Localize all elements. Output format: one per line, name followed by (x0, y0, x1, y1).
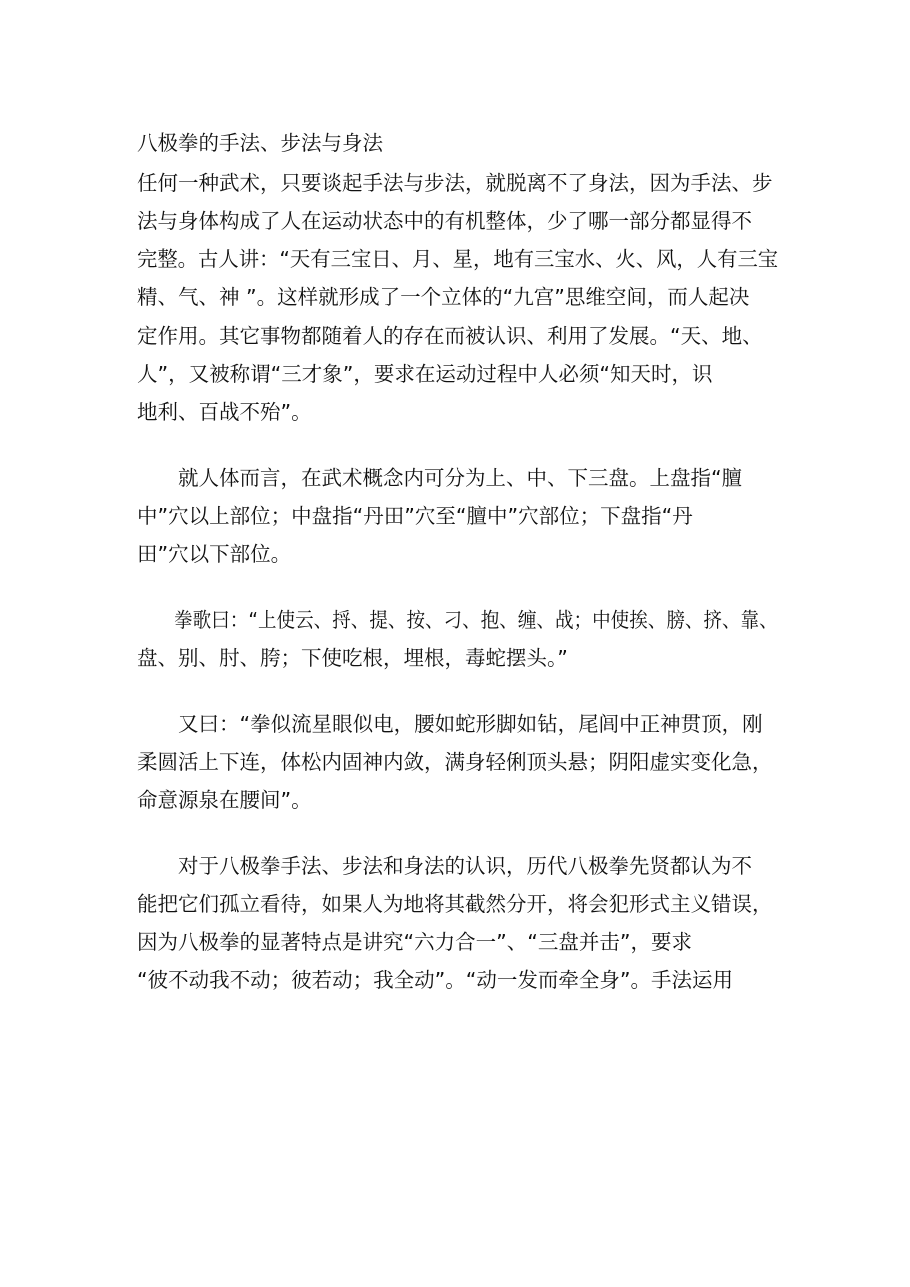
paragraph-line: 因为八极拳的显著特点是讲究“六力合一”、“三盘并击”，要求 (137, 930, 692, 954)
paragraph-line: 命意源泉在腰间”。 (137, 788, 312, 812)
paragraph-line: 任何一种武术，只要谈起手法与步法，就脱离不了身法，因为手法、步 (137, 171, 773, 195)
paragraph-line: 又曰：“拳似流星眼似电，腰如蛇形脚如钻，尾闾中正神贯顶，刚 (137, 712, 763, 736)
paragraph-line: 精、气、神 ”。这样就形成了一个立体的“九宫”思维空间，而人起决 (137, 285, 750, 309)
paragraph-line: 就人体而言，在武术概念内可分为上、中、下三盘。上盘指“膻 (137, 466, 743, 490)
paragraph-line: 法与身体构成了人在运动状态中的有机整体，少了哪一部分都显得不 (137, 209, 752, 233)
paragraph-line: 柔圆活上下连，体松内固神内敛，满身轻俐顶头悬；阴阳虚实变化急， (137, 750, 773, 774)
paragraph-line: 盘、别、肘、胯；下使吃根，埋根，毒蛇摆头。” (137, 646, 568, 670)
paragraph-line: 中”穴以上部位；中盘指“丹田”穴至“膻中”穴部位；下盘指“丹 (137, 504, 693, 528)
paragraph-line: 定作用。其它事物都随着人的存在而被认识、利用了发展。“天、地、 (137, 324, 763, 348)
paragraph-line: “彼不动我不动；彼若动；我全动”。“动一发而牵全身”。手法运用 (137, 968, 733, 992)
paragraph-line: 完整。古人讲：“天有三宝日、月、星，地有三宝水、火、风，人有三宝 (137, 247, 779, 271)
document-title: 八极拳的手法、步法与身法 (137, 131, 383, 155)
paragraph-line: 拳歌曰：“上使云、捋、提、按、刁、抱、缠、战；中使挨、膀、挤、靠、 (137, 608, 778, 632)
paragraph-line: 人”，又被称谓“三才象”，要求在运动过程中人必须“知天时，识 (137, 362, 713, 386)
paragraph-line: 田”穴以下部位。 (137, 542, 292, 566)
paragraph-line: 对于八极拳手法、步法和身法的认识，历代八极拳先贤都认为不 (137, 854, 752, 878)
paragraph-line: 能把它们孤立看待，如果人为地将其截然分开，将会犯形式主义错误， (137, 892, 773, 916)
paragraph-line: 地利、百战不殆”。 (137, 400, 312, 424)
